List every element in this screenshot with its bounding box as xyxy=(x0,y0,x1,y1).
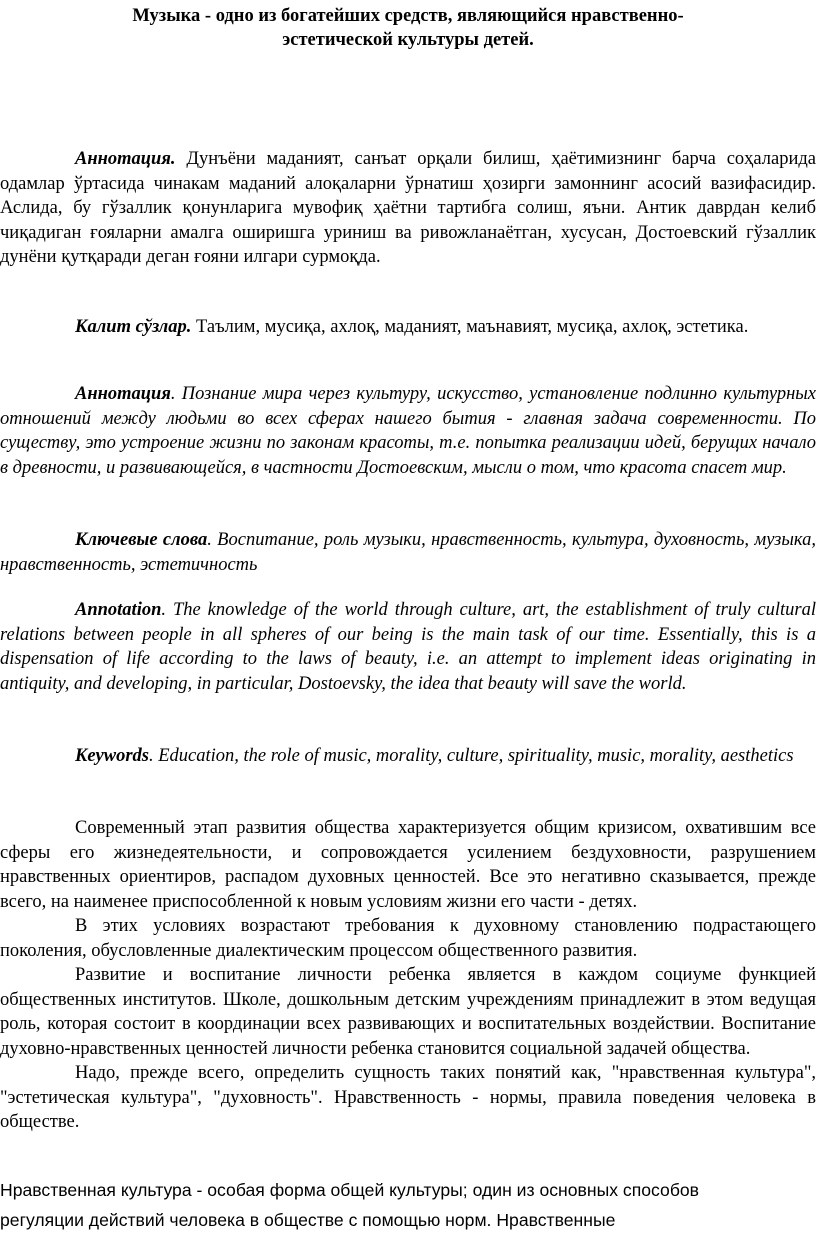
keywords-english-label: Keywords xyxy=(75,746,149,766)
keywords-uzbek xyxy=(0,315,816,340)
keywords-english xyxy=(0,744,816,769)
tail-line-1: Нравственная культура - особая форма общей культуры; один из основных способов xyxy=(0,1180,700,1200)
body-paragraph-4: Надо, прежде всего, определить сущность таких понятий как, "нравственная культура", "эстетическая культура", "духовность". Нравственность - нормы, правила поведения человека в обществе. xyxy=(0,1063,816,1132)
keywords-russian-text: . Воспитание, роль музыки, нравственность, культура, духовность, музыка, нравственность, эстетичность xyxy=(0,530,816,575)
keywords-russian-label: Ключевые слова xyxy=(75,530,208,550)
annotation-uzbek-label: Аннотация. xyxy=(75,149,176,169)
body-paragraph-3: Развитие и воспитание личности ребенка является в каждом социуме функцией общественных институтов. Школе, дошкольным детским учреждениям принадлежит в этом ведущая роль, которая состоит в координации всех развивающих и воспитательных воздействии. Воспитание духовно-нравственных ценностей личности ребенка становится социальной задачей общества. xyxy=(0,965,816,1059)
annotation-russian-label: Аннотация xyxy=(75,384,171,404)
annotation-uzbek-text: Дунъёни маданият, санъат орқали билиш, ҳаётимизнинг барча соҳаларида одамлар ўртасида чинакам маданий алоқаларни ўрнатиш ҳозирги замоннинг асосий вазифасидир. Аслида, бу гўзаллик қонунларига мувофиқ ҳаётни тартибга солиш, яъни. Антик даврдан келиб чиқадиган ғояларни амалга оширишга уриниш ва ривожланаётган, хусусан, Достоевский гўзаллик дунёни қутқаради деган ғояни илгари сурмоқда. xyxy=(0,149,816,267)
annotation-english xyxy=(0,598,816,696)
title-line-2: эстетической культуры детей. xyxy=(282,30,534,50)
annotation-english-text: . The knowledge of the world through culture, art, the establishment of truly cultural relations between people in all spheres of our being is the main task of our time. Essentially, this is a dispensation of life according to the laws of beauty, i.e. an attempt to implement ideas originating in antiquity, and developing, in particular, Dostoevsky, the idea that beauty will save the world. xyxy=(0,600,816,694)
annotation-russian-text: . Познание мира через культуру, искусство, установление подлинно культурных отношений между людьми во всех сферах нашего бытия - главная задача современности. По существу, это устроение жизни по законам красоты, т.е. попытка реализации идей, берущих начало в древности, и развивающейся, в частности Достоевским, мысли о том, что красота спасет мир. xyxy=(0,384,816,478)
body-text xyxy=(0,816,816,1135)
page-title xyxy=(30,4,786,52)
keywords-uzbek-label: Калит сўзлар. xyxy=(75,317,192,337)
title-line-1: Музыка - одно из богатейших средств, являющийся нравственно- xyxy=(132,6,684,26)
body-paragraph-1: Современный этап развития общества характеризуется общим кризисом, охватившим все сферы его жизнедеятельности, и сопровождается усилением бездуховности, разрушением нравственных ориентиров, распадом духовных ценностей. Все это негативно сказывается, прежде всего, на наименее приспособленной к новым условиям жизни его части - детях. xyxy=(0,818,816,912)
tail-line-2: регуляции действий человека в обществе с помощью норм. Нравственные xyxy=(0,1210,616,1230)
keywords-english-text: . Education, the role of music, morality, culture, spirituality, music, morality, aesthetics xyxy=(149,746,794,766)
keywords-russian xyxy=(0,528,816,577)
annotation-english-label: Annotation xyxy=(75,600,162,620)
body-paragraph-2: В этих условиях возрастают требования к духовному становлению подрастающего поколения, обусловленные диалектическим процессом общественного развития. xyxy=(0,916,816,961)
annotation-russian xyxy=(0,382,816,480)
annotation-uzbek xyxy=(0,147,816,270)
keywords-uzbek-text: Таълим, мусиқа, ахлоқ, маданият, маънавият, мусиқа, ахлоқ, эстетика. xyxy=(196,317,749,337)
